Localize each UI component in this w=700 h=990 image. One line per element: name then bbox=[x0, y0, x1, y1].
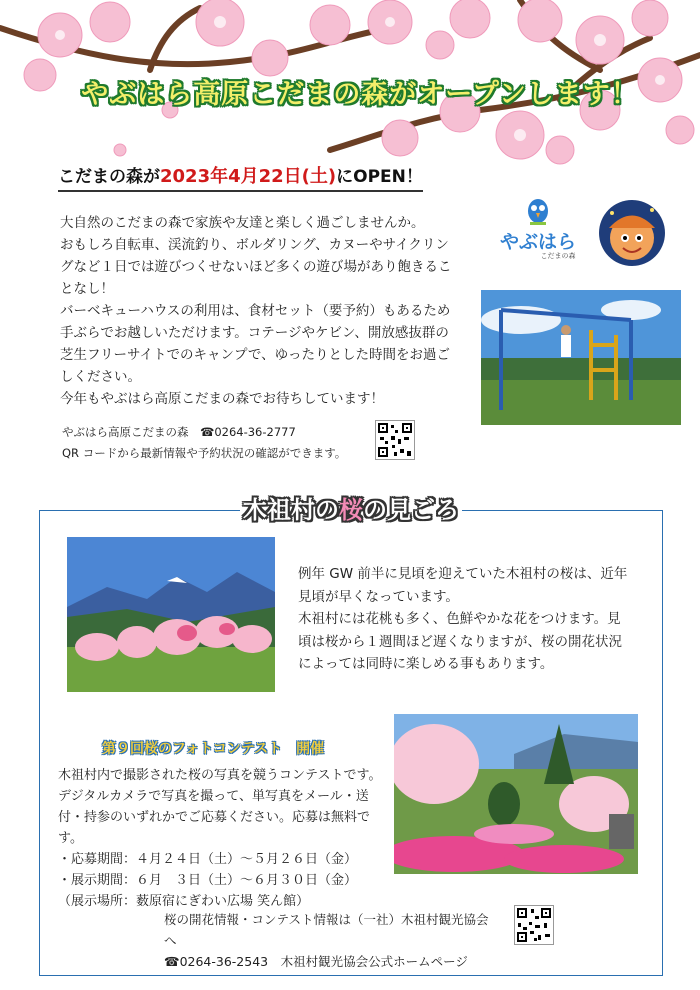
qr-code-icon[interactable] bbox=[375, 420, 415, 460]
playground-photo bbox=[481, 290, 681, 425]
contact-phone: やぶはら高原こだまの森 ☎0264-36-2777 bbox=[62, 425, 296, 439]
footer-contact bbox=[164, 909, 494, 972]
sakura-title-part: 木祖村の bbox=[243, 496, 339, 524]
sakura-title-part: の見ごろ bbox=[363, 496, 459, 524]
contest-venue: （展示場所：薮原宿にぎわい広場 笑ん館） bbox=[58, 894, 310, 909]
kodama-character-icon bbox=[597, 198, 667, 268]
yabuhara-logo bbox=[488, 193, 588, 263]
cherry-blossom-mountain-photo bbox=[67, 537, 275, 692]
photo-contest-details bbox=[58, 765, 388, 912]
open-prefix: こだまの森が bbox=[58, 167, 160, 187]
footer-phone-line: ☎0264-36-2543 木祖村観光協会公式ホームページ bbox=[164, 954, 468, 969]
flower-park-photo bbox=[394, 714, 638, 874]
footer-info-line: 桜の開花情報・コンテスト情報は（一社）木祖村観光協会へ bbox=[164, 912, 489, 948]
intro-text bbox=[60, 212, 460, 410]
intro-line: おもしろ自転車、渓流釣り、ボルダリング、カヌーやサイクリングなど１日では遊びつくせないほど多くの遊び場があり飽きることなし！ bbox=[60, 237, 452, 297]
sakura-section-title bbox=[240, 490, 462, 530]
yabuhara-logo-subtext: こだまの森 bbox=[540, 252, 576, 260]
contact-info bbox=[62, 422, 382, 464]
contest-line: 木祖村内で撮影された桜の写真を競うコンテストです。 bbox=[58, 768, 382, 783]
sakura-line: 例年 GW 前半に見頃を迎えていた木祖村の桜は、近年見頃が早くなっています。 bbox=[298, 566, 628, 605]
contest-line: デジタルカメラで写真を撮って、単写真をメール・送付・持参のいずれかでご応募ください。応募は無料です。 bbox=[58, 789, 371, 846]
contest-period-entry: ・応募期間：４月２４日（土）～５月２６日（金） bbox=[58, 852, 358, 867]
sakura-title-kanji: 桜 bbox=[339, 496, 363, 524]
photo-contest-title: 第９回桜のフォトコンテスト 開催 bbox=[102, 741, 325, 757]
open-date: 2023年4月22日(土) bbox=[160, 166, 337, 187]
page-title: やぶはら高原こだまの森がオープンします！ bbox=[81, 79, 639, 110]
open-suffix: にOPEN！ bbox=[336, 167, 423, 187]
contest-period-exhibit: ・展示期間：６月 ３日（土）～６月３０日（金） bbox=[58, 873, 358, 888]
sakura-description bbox=[298, 563, 634, 676]
contact-qr-note: QR コードから最新情報や予約状況の確認ができます。 bbox=[62, 446, 347, 460]
yabuhara-logo-text: やぶはら bbox=[499, 231, 576, 253]
intro-line: 大自然のこだまの森で家族や友達と楽しく過ごしませんか。 bbox=[60, 215, 425, 231]
intro-line: 今年もやぶはら高原こだまの森でお待ちしています！ bbox=[60, 391, 384, 407]
open-date-headline bbox=[58, 162, 423, 188]
intro-line: バーベキューハウスの利用は、食材セット（要予約）もあるため手ぶらでお越しいただけます。コテージやケビン、開放感抜群の芝生フリーサイトでのキャンプで、ゆったりとした時間をお過ごしください。 bbox=[60, 303, 451, 385]
footer-qr-code-icon[interactable] bbox=[514, 905, 554, 945]
sakura-line: 木祖村には花桃も多く、色鮮やかな花をつけます。見頃は桜から１週間ほど遅くなりますが、桜の開花状況によっては同時に楽しめる事もあります。 bbox=[298, 611, 622, 672]
